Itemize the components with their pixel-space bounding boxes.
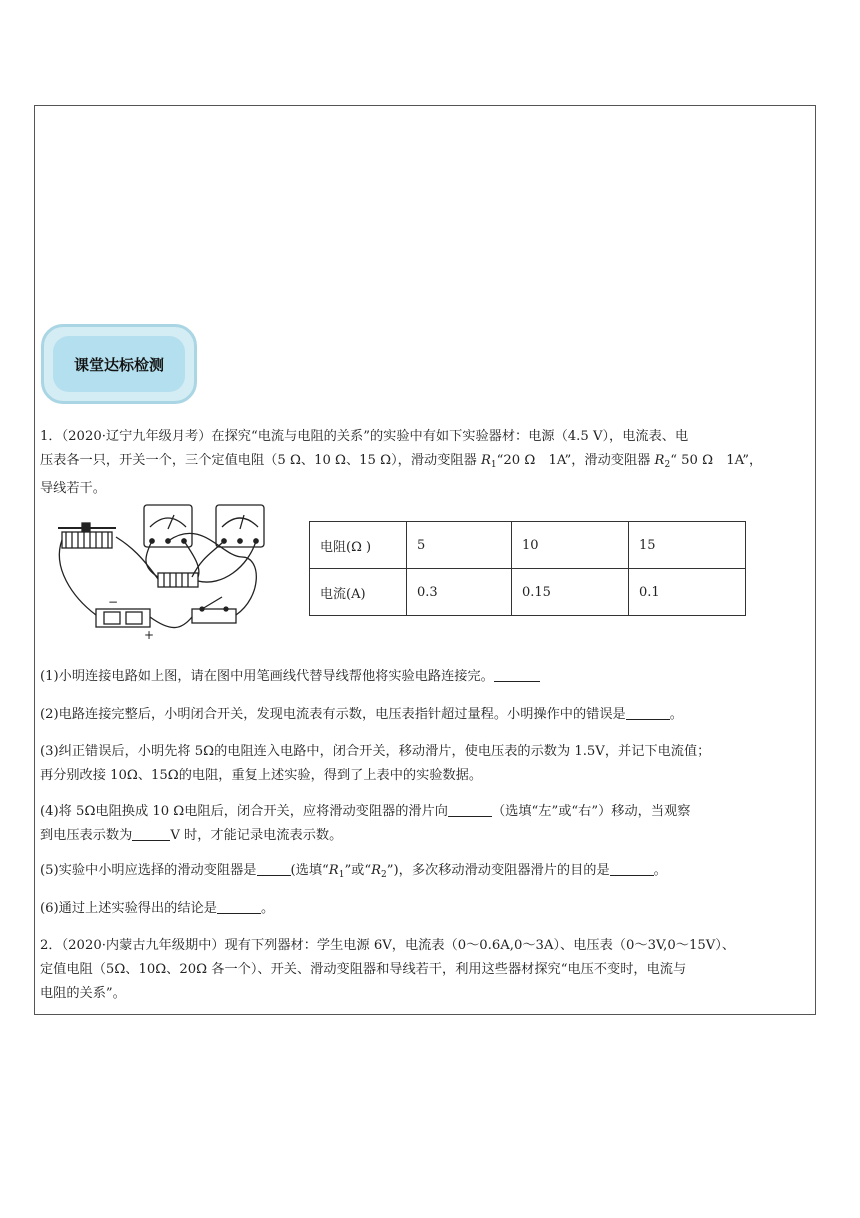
- r2-symbol: R: [371, 863, 382, 878]
- answer-blank[interactable]: [132, 826, 170, 841]
- circuit-diagram: [52, 497, 272, 645]
- q1-part6-end: 。: [260, 901, 275, 916]
- q1-part5: [40, 859, 808, 887]
- q1-part4-line2: [40, 824, 808, 848]
- battery-plus-label: +: [144, 628, 155, 642]
- q1-part2: [40, 703, 808, 727]
- table-cell: 电流(A): [310, 569, 407, 616]
- q1-text: ”或“: [344, 863, 372, 878]
- q1-intro-line2: [40, 449, 808, 477]
- table-row: [310, 569, 746, 616]
- q2: [40, 934, 808, 1006]
- answer-blank[interactable]: [494, 667, 540, 682]
- section-badge-label: 课堂达标检测: [53, 336, 185, 392]
- answer-blank[interactable]: [217, 899, 261, 914]
- answer-blank[interactable]: [448, 802, 492, 817]
- answer-blank[interactable]: [626, 705, 670, 720]
- data-table: [309, 521, 746, 616]
- r2-symbol: R: [654, 453, 665, 468]
- q1-text: (选填“: [290, 863, 329, 878]
- r1-subscript: 1: [338, 870, 345, 880]
- q1-part1-text: (1)小明连接电路如上图，请在图中用笔画线代替导线帮他将实验电路连接完。: [40, 669, 494, 684]
- q1-part6-text: (6)通过上述实验得出的结论是: [40, 901, 217, 916]
- q1-text: V 时，才能记录电流表示数。: [170, 828, 343, 843]
- q1-part2-text: (2)电路连接完整后，小明闭合开关，发现电流表有示数，电压表指针超过量程。小明操作中的错误是: [40, 707, 626, 722]
- table-cell: 电阻(Ω ): [310, 522, 407, 569]
- table-cell: 0.15: [512, 569, 629, 616]
- r2-subscript: 2: [664, 460, 671, 470]
- q1-intro-line3: 导线若干。: [40, 481, 106, 496]
- switch: [192, 609, 236, 623]
- q1-text: “20 Ω 1A”，滑动变阻器: [496, 453, 655, 468]
- q1-part2-end: 。: [669, 707, 683, 722]
- q1-part3-line2: 再分别改接 10Ω、15Ω的电阻，重复上述实验，得到了上表中的实验数据。: [40, 768, 483, 783]
- r1-subscript: 1: [490, 460, 497, 470]
- q1-part4: [40, 800, 808, 848]
- q1-text: 到电压表示数为: [40, 828, 133, 843]
- table-cell: 5: [407, 522, 512, 569]
- r1-symbol: R: [328, 863, 339, 878]
- q2-line3: 电阻的关系”。: [40, 986, 126, 1001]
- battery-minus-label: −: [108, 595, 119, 609]
- q1-text: 。: [653, 863, 667, 878]
- q1-text: (4)将 5Ω电阻换成 10 Ω电阻后，闭合开关，应将滑动变阻器的滑片向: [40, 804, 448, 819]
- q1-text: ”)，多次移动滑动变阻器滑片的目的是: [386, 863, 610, 878]
- r1-symbol: R: [480, 453, 491, 468]
- q2-line2: 定值电阻（5Ω、10Ω、20Ω 各一个）、开关、滑动变阻器和导线若干，利用这些器材探究“电压不变时，电流与: [40, 962, 687, 977]
- q2-line1: 2．（2020·内蒙古九年级期中）现有下列器材：学生电源 6V，电流表（0～0.6A,0～3A）、电压表（0～3V,0～15V）、: [40, 938, 736, 953]
- q1-part1: [40, 665, 808, 689]
- r2-subscript: 2: [381, 870, 387, 880]
- q1-part6: [40, 897, 808, 921]
- table-cell: 10: [512, 522, 629, 569]
- q1-text: “ 50 Ω 1A”，: [670, 453, 763, 468]
- q1-text: 压表各一只，开关一个，三个定值电阻（5 Ω、10 Ω、15 Ω），滑动变阻器: [40, 453, 481, 468]
- q1-text: (5)实验中小明应选择的滑动变阻器是: [40, 863, 257, 878]
- q1-part3-line1: (3)纠正错误后，小明先将 5Ω的电阻连入电路中，闭合开关，移动滑片，使电压表的示数为 1.5V，并记下电流值；: [40, 744, 711, 759]
- table-cell: 0.1: [629, 569, 746, 616]
- rheostat-coil: [62, 532, 112, 548]
- q1-intro: [40, 425, 808, 501]
- table-cell: 0.3: [407, 569, 512, 616]
- table-row: [310, 522, 746, 569]
- table-cell: 15: [629, 522, 746, 569]
- answer-blank[interactable]: [257, 861, 291, 876]
- q1-intro-line1: 1．（2020·辽宁九年级月考）在探究“电流与电阻的关系”的实验中有如下实验器材：电源（4.5 V），电流表、电: [40, 429, 689, 444]
- answer-blank[interactable]: [610, 861, 654, 876]
- section-badge: [41, 324, 197, 404]
- q1-part4-line1: [40, 800, 808, 824]
- q1-text: （选填“左”或“右”）移动，当观察: [491, 804, 691, 819]
- q1-part3: [40, 740, 808, 788]
